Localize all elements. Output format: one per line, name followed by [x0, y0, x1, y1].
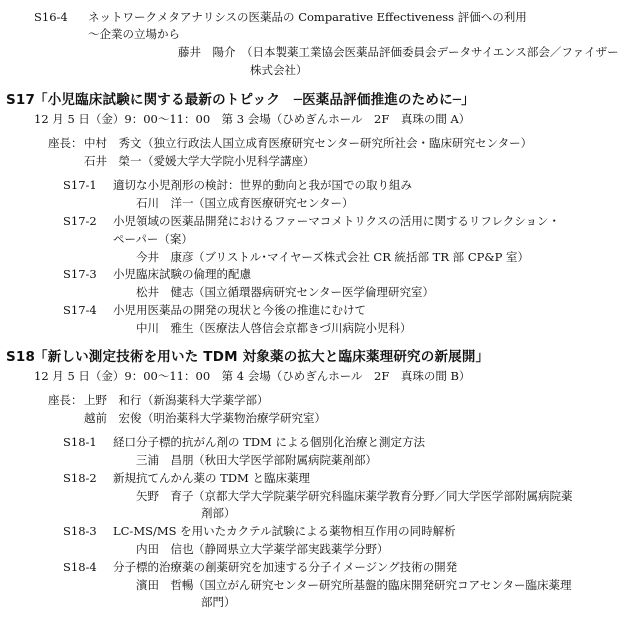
speaker-affiliation: （国立成育医療研究センター） [193, 196, 354, 210]
speaker-name: 濱田 哲暢 [136, 578, 194, 592]
speaker-name: 矢野 育子 [136, 489, 194, 503]
talk-code: S17-3 [63, 267, 97, 281]
talk-title: 小児用医薬品の開発の現状と今後の推進にむけて [113, 303, 366, 317]
chair-affiliation: （愛媛大学大学院小児科学講座） [142, 154, 315, 168]
chair-affiliation: （独立行政法人国立成育医療研究センター研究所社会・臨床研究センター） [142, 136, 533, 150]
session-datetime: 12 月 5 日（金）9：00～11：00 第 3 会場（ひめぎんホール 2F 真珠の間 A） [34, 112, 471, 126]
speaker-affiliation: （静岡県立大学薬学部実践薬学分野） [193, 542, 389, 556]
chair-affiliation: （明治薬科大学薬物治療学研究室） [142, 411, 326, 425]
speaker-name: 藤井 陽介 [178, 45, 236, 59]
chair-label: 座長： [48, 136, 83, 150]
speaker-affiliation: （国立循環器病研究センター医学倫理研究室） [193, 285, 435, 299]
speaker-name: 内田 信也 [136, 542, 194, 556]
speaker-name: 今井 康彦 [136, 250, 194, 264]
chair-name: 上野 和行 [84, 393, 142, 407]
talk-code: S18-3 [63, 524, 97, 538]
chair-name: 石井 榮一 [84, 154, 142, 168]
talk-code: S18-2 [63, 471, 97, 485]
talk-code: S18-1 [63, 435, 97, 449]
talk-code: S16-4 [34, 10, 68, 24]
chair-affiliation: （新潟薬科大学薬学部） [142, 393, 269, 407]
talk-title: 新規抗てんかん薬の TDM と臨床薬理 [113, 471, 310, 485]
session-datetime: 12 月 5 日（金）9：00～11：00 第 4 会場（ひめぎんホール 2F 真珠の間 B） [34, 369, 471, 383]
speaker-affiliation-cont: 株式会社） [250, 63, 308, 77]
talk-title-cont: ～企業の立場から [88, 27, 180, 41]
speaker-affiliation: （日本製薬工業協会医薬品評価委員会データサイエンス部会／ファイザー [241, 45, 619, 59]
talk-code: S17-2 [63, 214, 97, 228]
talk-code: S17-4 [63, 303, 97, 317]
speaker-affiliation-cont: 剤部） [201, 506, 236, 520]
speaker-affiliation-cont: 部門） [201, 595, 236, 609]
session-title: 「小児臨床試験に関する最新のトピック ─医薬品評価推進のために─」 [34, 92, 475, 108]
talk-code: S17-1 [63, 178, 97, 192]
talk-title: 分子標的治療薬の創薬研究を加速する分子イメージング技術の開発 [113, 560, 458, 574]
talk-code: S18-4 [63, 560, 97, 574]
speaker-affiliation: （秋田大学医学部附属病院薬剤部） [193, 453, 377, 467]
speaker-name: 中川 雅生 [136, 321, 194, 335]
chair-label: 座長： [48, 393, 83, 407]
talk-title: LC-MS/MS を用いたカクテル試験による薬物相互作用の同時解析 [113, 524, 456, 538]
talk-title-cont: ペーパー（案） [113, 232, 193, 246]
session-code: S18 [6, 349, 36, 365]
session-code: S17 [6, 92, 36, 108]
talk-title: ネットワークメタアナリシスの医薬品の Comparative Effectiveness 評価への利用 [88, 10, 527, 24]
chair-name: 中村 秀文 [84, 136, 142, 150]
speaker-name: 三浦 昌朋 [136, 453, 194, 467]
speaker-name: 石川 洋一 [136, 196, 194, 210]
talk-title: 適切な小児剤形の検討：世界的動向と我が国での取り組み [113, 178, 412, 192]
speaker-affiliation: （京都大学大学院薬学研究科臨床薬学教育分野／同大学医学部附属病院薬 [193, 489, 573, 503]
speaker-affiliation: （国立がん研究センター研究所基盤的臨床開発研究コアセンター臨床薬理 [193, 578, 572, 592]
speaker-affiliation: （ブリストル･マイヤーズ株式会社 CR 統括部 TR 部 CP&P 室） [193, 250, 529, 264]
speaker-name: 松井 健志 [136, 285, 194, 299]
session-title: 「新しい測定技術を用いた TDM 対象薬の拡大と臨床薬理研究の新展開」 [34, 349, 490, 365]
chair-name: 越前 宏俊 [84, 411, 142, 425]
talk-title: 経口分子標的抗がん剤の TDM による個別化治療と測定方法 [113, 435, 425, 449]
talk-title: 小児領域の医薬品開発におけるファーマコメトリクスの活用に関するリフレクション・ [113, 214, 561, 228]
speaker-affiliation: （医療法人啓信会京都きづ川病院小児科） [193, 321, 412, 335]
talk-title: 小児臨床試験の倫理的配慮 [113, 267, 251, 281]
